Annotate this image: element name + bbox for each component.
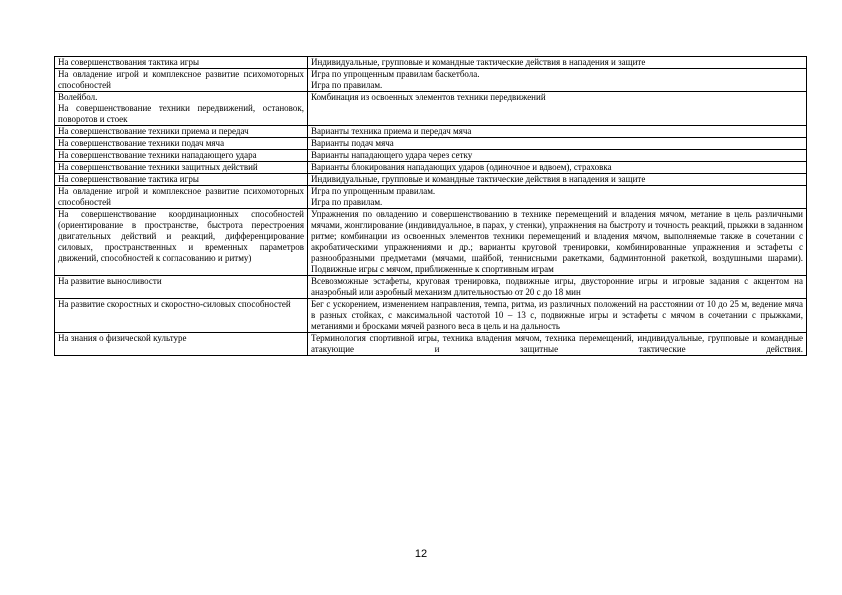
page-number: 12 — [414, 548, 428, 560]
table-cell-content: Варианты нападающего удара через сетку — [308, 150, 807, 162]
table-cell-content: Комбинация из освоенных элементов техники передвижений — [308, 92, 807, 126]
table-cell-task: На знания о физической культуре — [55, 333, 308, 356]
table-cell-content: Индивидуальные, групповые и командные тактические действия в нападения и защите — [308, 57, 807, 69]
table-cell-content: Игра по упрощенным правилам баскетбола. Игра по правилам. — [308, 69, 807, 92]
table-row — [55, 57, 807, 69]
table-row — [55, 126, 807, 138]
table-cell-task: На совершенствование техники приема и передач — [55, 126, 308, 138]
table-cell-content: Бег с ускорением, изменением направления, темпа, ритма, из различных положений на расстоянии от 10 до 25 м, ведение мяча в разных стойках, с максимальной частотой 10 – 13 с, подвижные игры и эстафеты с мячом в сочетании с прыжками, метаниями и бросками мячей разного веса в цель и на дальность — [308, 299, 807, 333]
table-cell-content: Упражнения по овладению и совершенствованию в технике перемещений и владения мячом, метание в цель различными мячами, жонглирование (индивидуальное, в парах, у стенки), упражнения на быстроту и точность реакций, прыжки в заданном ритме; комбинации из освоенных элементов техники перемещений и владения мячом, выполняемые также в сочетании с акробатическими упражнениями и др.; варианты круговой тренировки, комбинированные упражнения и эстафеты с разнообразными предметами (мячами, шайбой, теннисными ракетками, бадминтонной ракеткой, воздушными шарами). Подвижные игры с мячом, приближенные к спортивным играм — [308, 209, 807, 276]
table-cell-task: На развитие выносливости — [55, 276, 308, 299]
table-row — [55, 92, 807, 126]
table-cell-content: Варианты блокирования нападающих ударов (одиночное и вдвоем), страховка — [308, 162, 807, 174]
table-row — [55, 69, 807, 92]
table-row — [55, 209, 807, 276]
table-cell-task: На совершенствование техники подач мяча — [55, 138, 308, 150]
table-cell-task: На совершенствование техники защитных действий — [55, 162, 308, 174]
table-row — [55, 138, 807, 150]
table-cell-task: На совершенствование техники нападающего удара — [55, 150, 308, 162]
table-row — [55, 333, 807, 356]
table-cell-task: На овладение игрой и комплексное развитие психомоторных способностей — [55, 69, 308, 92]
table-cell-task: На совершенствование тактика игры — [55, 174, 308, 186]
table-row — [55, 150, 807, 162]
table-cell-content: Варианты техника приема и передач мяча — [308, 126, 807, 138]
table-cell-content: Игра по упрощенным правилам. Игра по правилам. — [308, 186, 807, 209]
table-cell-content: Терминология спортивной игры, техника владения мячом, техника перемещений, индивидуальные, групповые и командные атакующие и защитные тактические действия. — [308, 333, 807, 356]
table-cell-task: Волейбол. На совершенствование техники передвижений, остановок, поворотов и стоек — [55, 92, 308, 126]
table-cell-content: Всевозможные эстафеты, круговая тренировка, подвижные игры, двусторонние игры и игровые задания с акцентом на анаэробный или аэробный механизм длительностью от 20 с до 18 мин — [308, 276, 807, 299]
table-cell-content: Индивидуальные, групповые и командные тактические действия в нападения и защите — [308, 174, 807, 186]
table-cell-content: Варианты подач мяча — [308, 138, 807, 150]
table-row — [55, 186, 807, 209]
table-cell-task: На совершенствования тактика игры — [55, 57, 308, 69]
table-cell-task: На совершенствование координационных способностей (ориентирование в пространстве, быстрота перестроения двигательных действий и реакций, дифференцирование силовых, пространственных и временных параметров движений, способностей к согласованию и ритму) — [55, 209, 308, 276]
table-row — [55, 299, 807, 333]
table-row — [55, 276, 807, 299]
table-row — [55, 174, 807, 186]
content-table — [54, 56, 807, 356]
table-cell-task: На развитие скоростных и скоростно-силовых способностей — [55, 299, 308, 333]
table-row — [55, 162, 807, 174]
table-cell-task: На овладение игрой и комплексное развитие психомоторных способностей — [55, 186, 308, 209]
